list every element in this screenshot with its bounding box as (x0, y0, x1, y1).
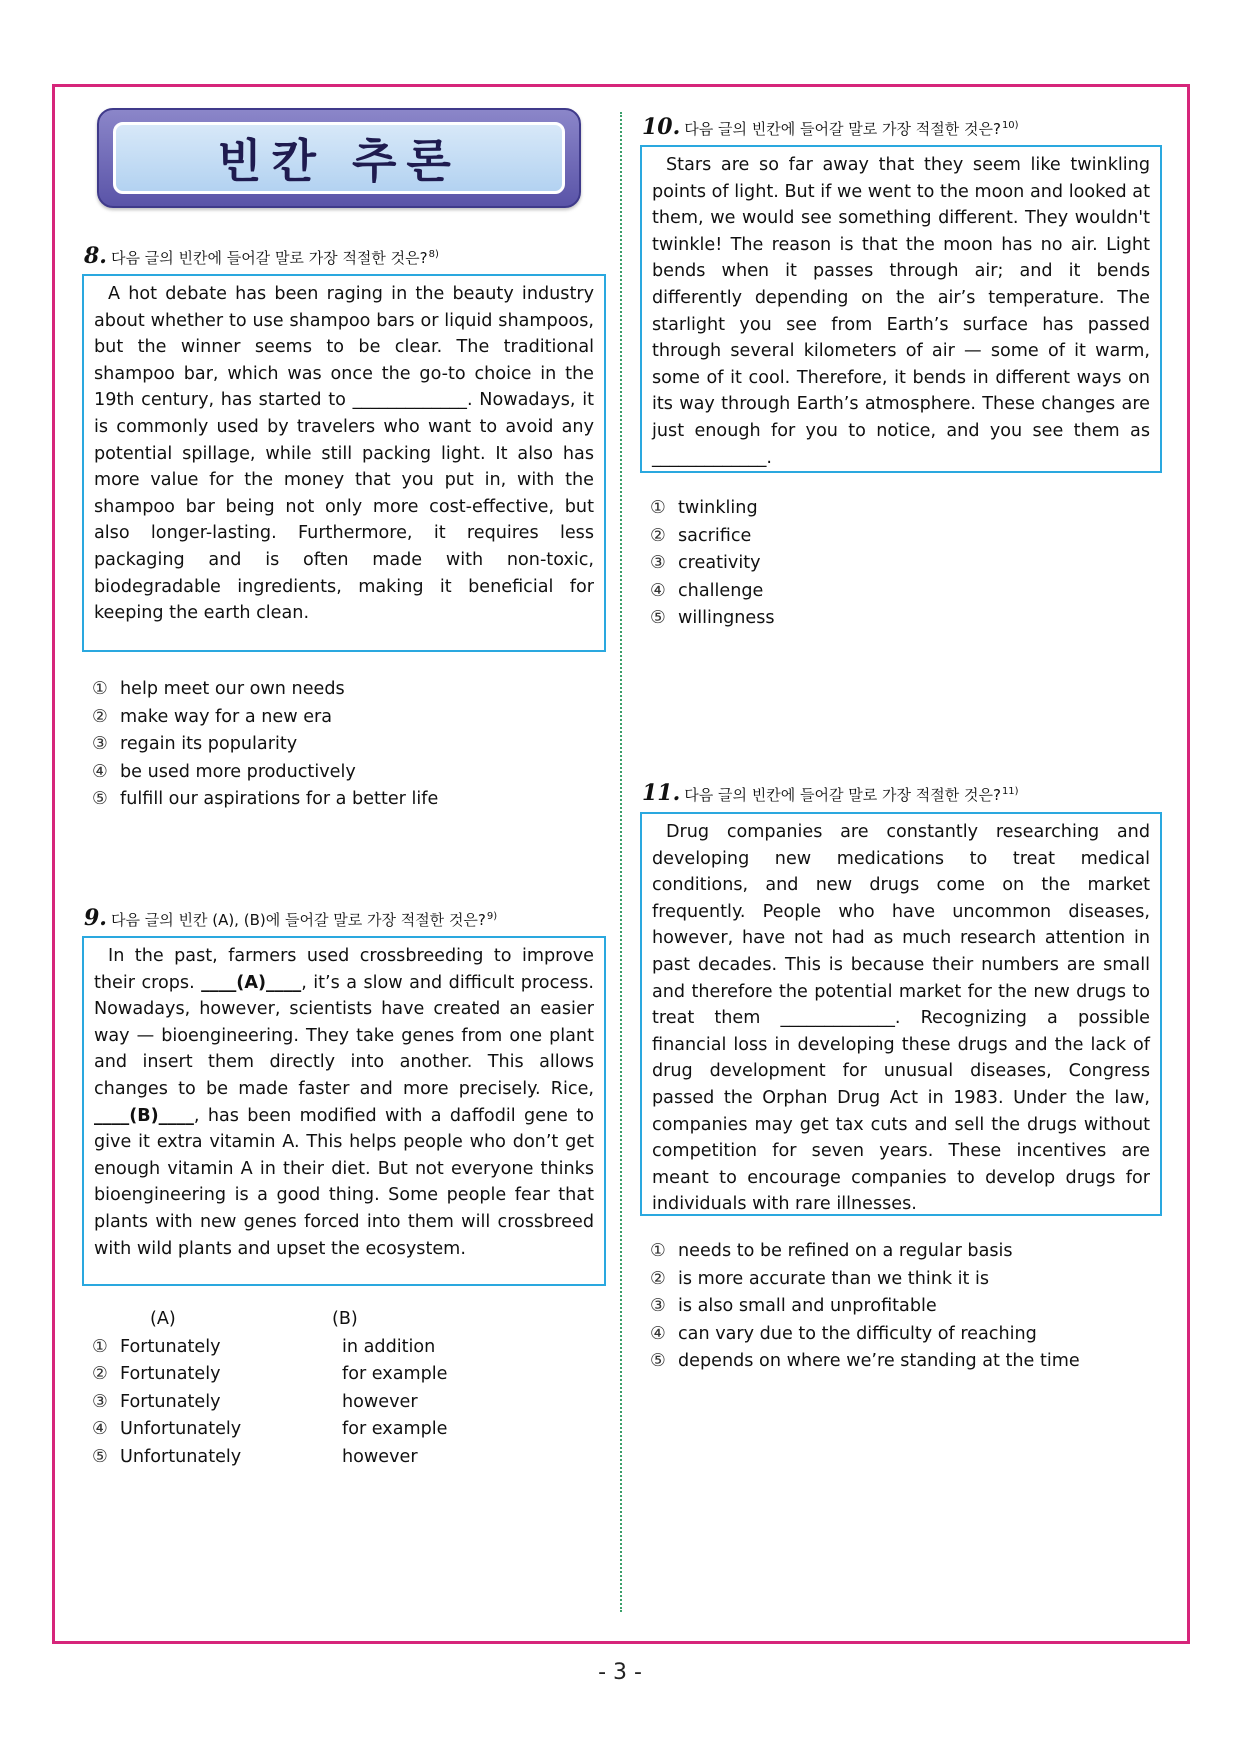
answer-option-5[interactable] (650, 605, 1150, 633)
answer-option-2[interactable] (650, 523, 1150, 551)
option-number: ② (92, 1364, 108, 1385)
answer-option-4[interactable] (92, 1416, 592, 1444)
question-prompt: 다음 글의 빈칸 (A), (B)에 들어갈 말로 가장 적절한 것은? (110, 911, 486, 929)
option-number: ④ (92, 1419, 108, 1440)
option-a-text: Fortunately (120, 1336, 221, 1357)
option-a-text: Fortunately (120, 1364, 221, 1385)
option-b-text: however (342, 1391, 418, 1412)
question-11-passage (640, 812, 1162, 1216)
option-text: is also small and unprofitable (678, 1296, 937, 1317)
option-number: ③ (650, 553, 666, 574)
answer-option-4[interactable] (650, 1321, 1160, 1349)
question-9-passage (82, 936, 606, 1286)
option-b-text: however (342, 1446, 418, 1467)
section-title: 빈칸 추론 (217, 134, 461, 188)
option-number: ③ (650, 1296, 666, 1317)
option-b-text: in addition (342, 1336, 436, 1357)
passage-text: Stars are so far away that they seem like twinkling points of light. But if we went to the moon and looked at them, we would see something different. They wouldn't twinkle! The reason is that the moon has no air. Light bends when it passes through air; and it bends differently depending on the air’s temperature. The starlight you see from Earth’s surface has passed through several kilometers of air — some of it warm, some of it cool. Therefore, it bends in different ways on its way through Earth’s atmosphere. These changes are just enough for you to notice, and you see them as _____________. (652, 155, 1150, 468)
answer-option-3[interactable] (650, 550, 1150, 578)
answer-option-1[interactable] (650, 1238, 1160, 1266)
option-number: ⑤ (650, 1351, 666, 1372)
option-number: ② (650, 1268, 666, 1289)
option-text: willingness (678, 608, 775, 629)
answer-option-5[interactable] (92, 786, 592, 814)
question-8-header (84, 243, 439, 269)
option-number: ③ (92, 734, 108, 755)
answer-option-2[interactable] (92, 704, 592, 732)
option-text: help meet our own needs (120, 679, 345, 699)
option-text: needs to be refined on a regular basis (678, 1241, 1013, 1261)
question-number: 10. (642, 114, 681, 140)
question-8-options (92, 676, 592, 814)
answer-option-2[interactable] (92, 1361, 592, 1389)
option-number: ⑤ (92, 789, 108, 810)
option-a-text: Fortunately (120, 1391, 221, 1412)
passage-text: A hot debate has been raging in the beauty industry about whether to use shampoo bars or liquid shampoos, but the winner seems to be clear. The traditional shampoo bar, which was once the go-to choice in the 19th century, has started to _____________. Nowadays, it is commonly used by travelers who want to avoid any potential spillage, while still packing light. It also has more value for the money that you put in, with the shampoo bar being not only more cost-effective, but also longer-lasting. Furthermore, it requires less packaging and is often made with non-toxic, biodegradable ingredients, making it beneficial for keeping the earth clean. (94, 284, 594, 624)
answer-option-3[interactable] (650, 1293, 1160, 1321)
option-text: make way for a new era (120, 706, 333, 727)
answer-option-4[interactable] (650, 578, 1150, 606)
question-9-header (84, 905, 497, 931)
answer-option-3[interactable] (92, 731, 592, 759)
option-a-text: Unfortunately (120, 1446, 242, 1467)
option-number: ⑤ (92, 1446, 108, 1467)
question-9-options (92, 1306, 592, 1472)
question-prompt: 다음 글의 빈칸에 들어갈 말로 가장 적절한 것은? (684, 786, 1001, 804)
option-text: creativity (678, 553, 761, 574)
section-title-badge (97, 108, 581, 208)
blank-b: ____(B)____ (94, 1105, 194, 1126)
question-prompt: 다음 글의 빈칸에 들어갈 말로 가장 적절한 것은? (110, 249, 428, 267)
answer-option-1[interactable] (650, 495, 1150, 523)
passage-text-part-3: , has been modified with a daffodil gene to give it extra vitamin A. This helps people who don’t get enough vitamin A in their diet. But not everyone thinks bioengineering is a good thing. Some people fear that plants with new genes forced into them will crossbreed with wild plants and upset the ecosystem. (94, 1105, 594, 1259)
footnote-ref: 10) (1001, 120, 1019, 131)
passage-text: Drug companies are constantly researching and developing new medications to treat medical conditions, and new drugs come on the market frequently. People who have uncommon diseases, however, have not had as much research attention in past decades. This is because their numbers are small and therefore the potential market for the new drugs to treat them _____________. Recognizing a possible financial loss in developing these drugs and the lack of drug development for unusual diseases, Congress passed the Orphan Drug Act in 1983. Under the law, companies may get tax cuts and sell the drugs without competition for seven years. These incentives are meant to encourage companies to develop drugs for individuals with rare illnesses. (652, 822, 1150, 1215)
question-number: 11. (642, 780, 681, 806)
answer-option-2[interactable] (650, 1266, 1160, 1294)
option-text: can vary due to the difficulty of reaching (678, 1323, 1037, 1344)
option-a-text: Unfortunately (120, 1419, 242, 1440)
option-number: ④ (92, 761, 108, 782)
passage-text-part-1: In the past, farmers used crossbreeding to improve their crops. (94, 946, 594, 993)
option-number: ② (92, 706, 108, 727)
option-b-text: for example (342, 1419, 448, 1440)
question-10-options (650, 495, 1150, 633)
option-column-headers (92, 1306, 592, 1334)
question-11-header (642, 780, 1019, 806)
option-number: ① (650, 1241, 666, 1261)
footnote-ref: 8) (428, 249, 439, 260)
option-number: ① (92, 679, 108, 699)
option-number: ① (650, 498, 666, 518)
footnote-ref: 11) (1001, 786, 1019, 797)
column-divider (620, 112, 622, 1612)
answer-option-1[interactable] (92, 676, 592, 704)
blank-a: ____(A)____ (201, 972, 302, 993)
answer-option-3[interactable] (92, 1389, 592, 1417)
option-text: challenge (678, 580, 764, 601)
option-text: twinkling (678, 498, 758, 518)
option-text: sacrifice (678, 525, 752, 546)
column-header-b: (B) (332, 1309, 358, 1329)
section-title-panel (113, 122, 565, 194)
option-number: ④ (650, 580, 666, 601)
question-10-header (642, 114, 1019, 140)
question-10-passage (640, 145, 1162, 473)
option-b-text: for example (342, 1364, 448, 1385)
column-header-a: (A) (150, 1309, 176, 1329)
option-number: ② (650, 525, 666, 546)
footnote-ref: 9) (486, 911, 498, 922)
answer-option-1[interactable] (92, 1334, 592, 1362)
question-8-passage (82, 274, 606, 652)
option-text: fulfill our aspirations for a better life (120, 789, 439, 810)
option-text: regain its popularity (120, 734, 298, 755)
question-prompt: 다음 글의 빈칸에 들어갈 말로 가장 적절한 것은? (684, 120, 1001, 138)
option-number: ⑤ (650, 608, 666, 629)
option-number: ③ (92, 1391, 108, 1412)
option-text: be used more productively (120, 761, 356, 782)
option-text: depends on where we’re standing at the time (678, 1351, 1080, 1372)
answer-option-5[interactable] (650, 1348, 1160, 1376)
option-number: ④ (650, 1323, 666, 1344)
question-number: 9. (84, 905, 107, 931)
passage-text (94, 943, 594, 1262)
question-number: 8. (84, 243, 107, 269)
option-text: is more accurate than we think it is (678, 1268, 990, 1289)
answer-option-5[interactable] (92, 1444, 592, 1472)
page-number: - 3 - (598, 1660, 642, 1685)
option-number: ① (92, 1336, 108, 1357)
answer-option-4[interactable] (92, 759, 592, 787)
passage-text-part-2: , it’s a slow and difficult process. Nowadays, however, scientists have created an easier way — bioengineering. They take genes from one plant and insert them directly into another. This allows changes to be made faster and more precisely. Rice, (94, 972, 594, 1099)
question-11-options (650, 1238, 1160, 1376)
